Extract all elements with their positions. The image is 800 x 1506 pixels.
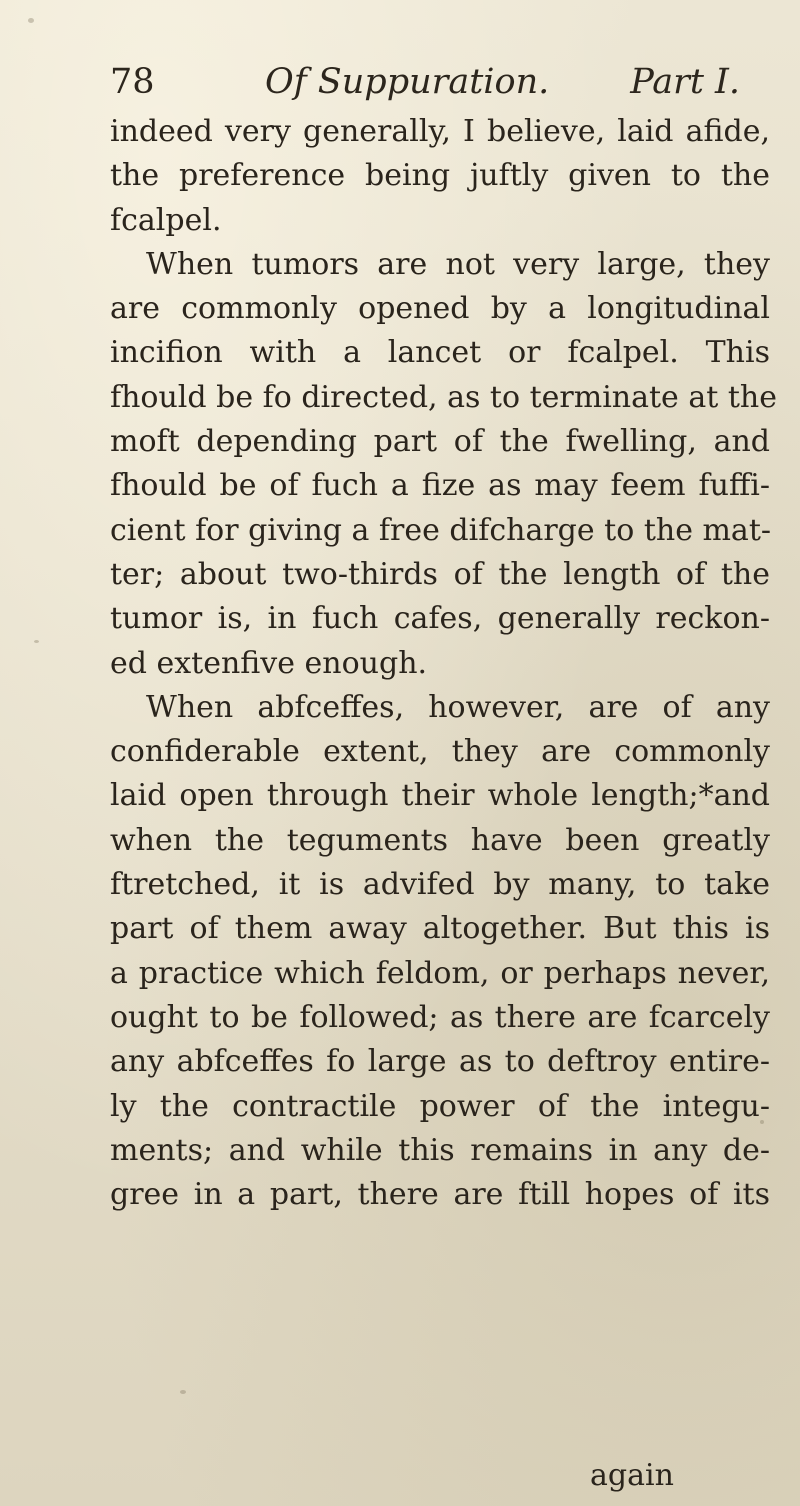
text-line: part of them away altogether. But this is — [110, 911, 770, 947]
text-line: gree in a part, there are ftill hopes of its — [110, 1177, 770, 1213]
text-line: indeed very generally, I believe, laid afide, — [110, 114, 770, 149]
running-header — [110, 62, 760, 102]
text-line: fhould be fo directed, as to terminate at the — [110, 379, 777, 415]
text-line: when the teguments have been greatly — [110, 822, 770, 858]
text-line: incifion with a lancet or fcalpel. This — [110, 335, 770, 371]
text-line: the preference being juftly given to the — [110, 158, 770, 194]
text-line: When abfceffes, however, are of any — [146, 689, 770, 725]
text-line: ed extenfive enough. — [110, 645, 428, 681]
body-text — [110, 110, 777, 1217]
text-line: ought to be followed; as there are fcarcely — [110, 999, 770, 1035]
text-line: tumor is, in fuch cafes, generally reckon- — [110, 601, 770, 637]
part-label: Part I. — [630, 62, 740, 102]
text-line: ter; about two-thirds of the length of the — [110, 556, 770, 592]
text-line: any abfceffes fo large as to deftroy entire- — [110, 1044, 770, 1080]
text-line: fcalpel. — [110, 202, 222, 238]
text-line: a practice which feldom, or perhaps never, — [110, 955, 770, 991]
text-line: fhould be of fuch a fize as may feem fuffi- — [110, 468, 770, 504]
running-title: Of Suppuration. — [265, 62, 550, 102]
text-line: When tumors are not very large, they — [146, 246, 770, 282]
text-line: cient for giving a free difcharge to the mat- — [110, 512, 772, 548]
paper-speck — [180, 1390, 186, 1394]
text-line: ftretched, it is advifed by many, to take — [110, 867, 770, 903]
text-line: laid open through their whole length;*and — [110, 778, 770, 814]
text-line: ments; and while this remains in any de- — [110, 1132, 770, 1168]
text-line: moft depending part of the fwelling, and — [110, 424, 770, 460]
paper-speck — [34, 640, 39, 643]
text-line: confiderable extent, they are commonly — [110, 734, 770, 770]
paper-speck — [28, 18, 34, 23]
page-number: 78 — [110, 62, 155, 102]
catchword: again — [590, 1458, 674, 1493]
text-line: ly the contractile power of the integu- — [110, 1088, 770, 1124]
text-line: are commonly opened by a longitudinal — [110, 291, 770, 327]
